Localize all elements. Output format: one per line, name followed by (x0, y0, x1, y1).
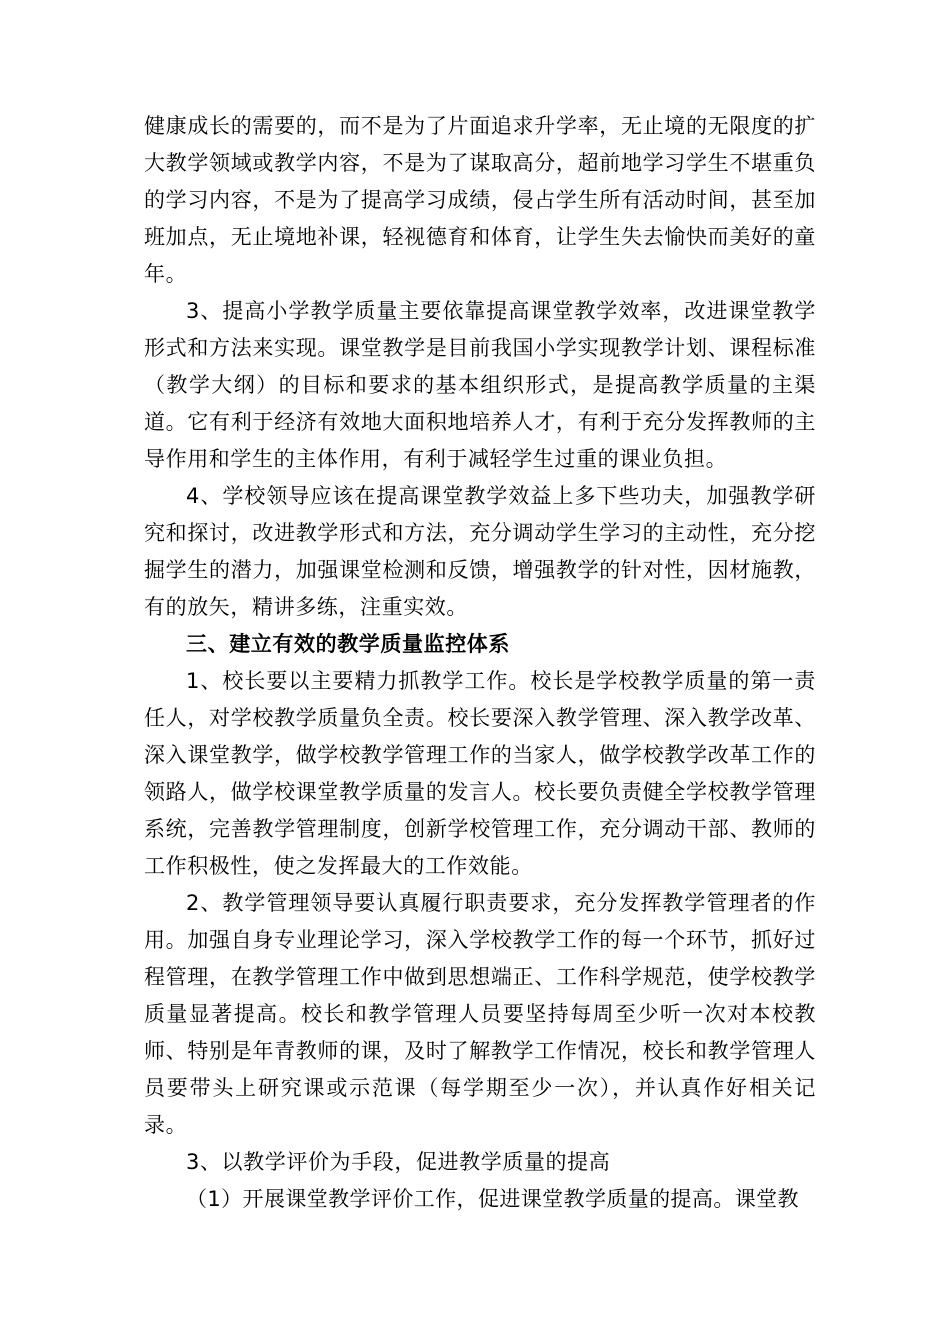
section-heading: 三、建立有效的教学质量监控体系 (186, 632, 510, 656)
paragraph-continuation: 健康成长的需要的，而不是为了片面追求升学率，无止境的无限度的扩大教学领域或教学内容，不是为了谋取高分，超前地学习学生不堪重负的学习内容，不是为了提高学习成绩，侵占学生所有活动时间，甚至加班加点，无止境地补课，轻视德育和体育，让学生失去愉快而美好的童年。 (144, 114, 816, 286)
document-body (144, 108, 816, 1218)
paragraph-principal: 1、校长要以主要精力抓教学工作。校长是学校教学质量的第一责任人，对学校教学质量负全责。校长要深入教学管理、深入教学改革、深入课堂教学，做学校教学管理工作的当家人，做学校教学改革工作的领路人，做学校课堂教学质量的发言人。校长要负责健全学校教学管理系统，完善教学管理制度，创新学校管理工作，充分调动干部、教师的工作积极性，使之发挥最大的工作效能。 (144, 669, 816, 878)
paragraph-item-3: 3、提高小学教学质量主要依靠提高课堂教学效率，改进课堂教学形式和方法来实现。课堂教学是目前我国小学实现教学计划、课程标准（教学大纲）的目标和要求的基本组织形式，是提高教学质量的主渠道。它有利于经济有效地大面积地培养人才，有利于充分发挥教师的主导作用和学生的主体作用，有利于减轻学生过重的课业负担。 (144, 299, 816, 471)
paragraph-management: 2、教学管理领导要认真履行职责要求，充分发挥教学管理者的作用。加强自身专业理论学习，深入学校教学工作的每一个环节，抓好过程管理，在教学管理工作中做到思想端正、工作科学规范，使学校教学质量显著提高。校长和教学管理人员要坚持每周至少听一次对本校教师、特别是年青教师的课，及时了解教学工作情况，校长和教学管理人员要带头上研究课或示范课（每学期至少一次），并认真作好相关记录。 (144, 891, 816, 1137)
paragraph-classroom-evaluation: （1）开展课堂教学评价工作，促进课堂教学质量的提高。课堂教 (186, 1187, 799, 1211)
paragraph-evaluation: 3、以教学评价为手段，促进教学质量的提高 (186, 1150, 611, 1174)
paragraph-item-4: 4、学校领导应该在提高课堂教学效益上多下些功夫，加强教学研究和探讨，改进教学形式和方法，充分调动学生学习的主动性，充分挖掘学生的潜力，加强课堂检测和反馈，增强教学的针对性，因材施教，有的放矢，精讲多练，注重实效。 (144, 484, 816, 619)
